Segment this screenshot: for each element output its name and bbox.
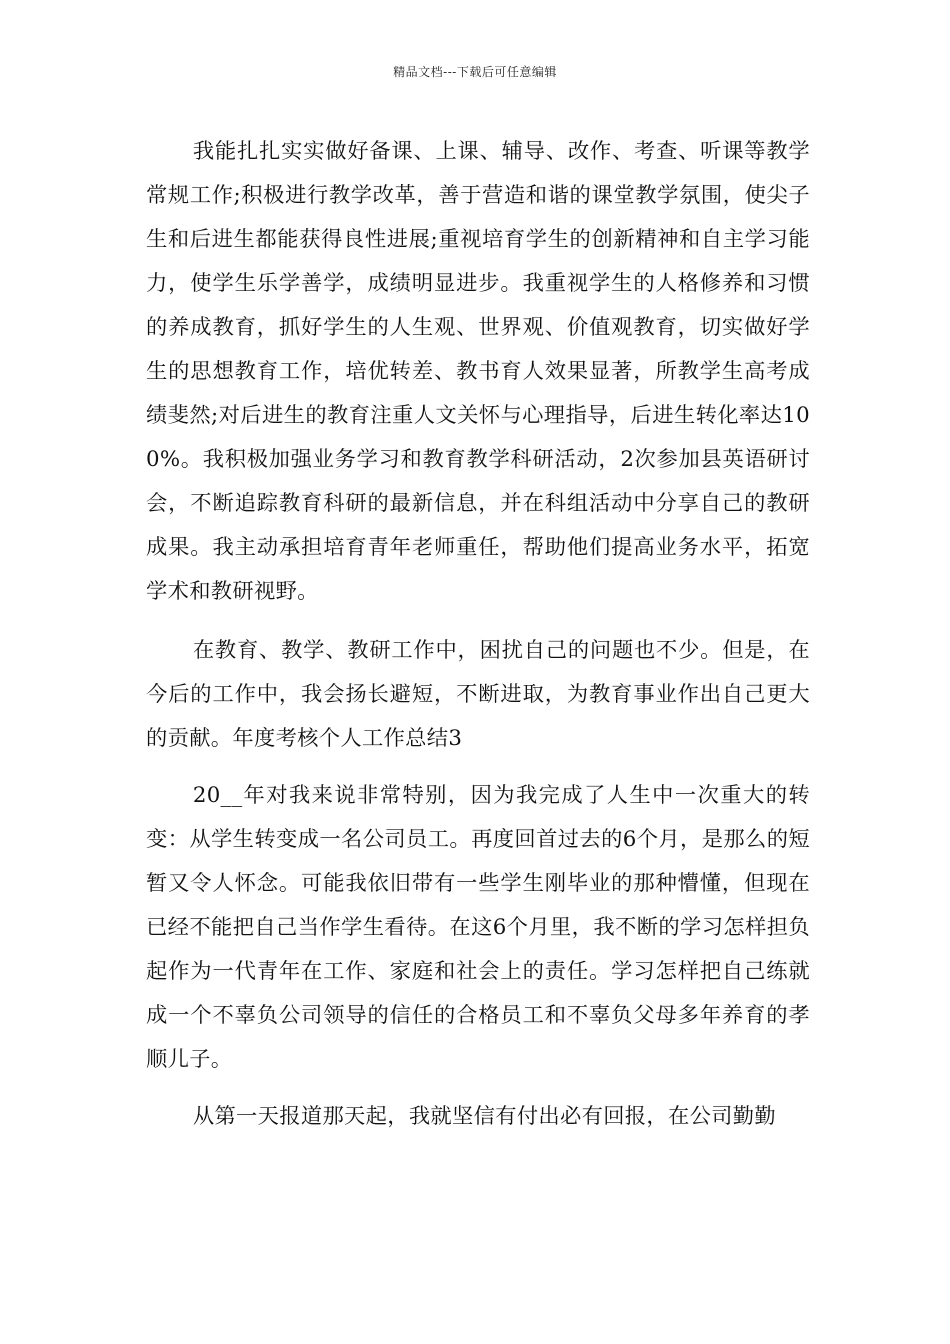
document-body (146, 130, 810, 1139)
paragraph-problems-and-outlook: 在教育、教学、教研工作中，困扰自己的问题也不少。但是，在今后的工作中，我会扬长避短，不断进取，为教育事业作出自己更大的贡献。年度考核个人工作总结3 (146, 638, 810, 751)
paragraph-first-day: 从第一天报道那天起，我就坚信有付出必有回报，在公司勤勤 (192, 1104, 776, 1129)
paragraph-teaching-work: 我能扎扎实实做好备课、上课、辅导、改作、考查、听课等教学常规工作;积极进行教学改革，善于营造和谐的课堂教学氛围，使尖子生和后进生都能获得良性进展;重视培育学生的创新精神和自主学习能力，使学生乐学善学，成绩明显进步。我重视学生的人格修养和习惯的养成教育，抓好学生的人生观、世界观、价值观教育，切实做好学生的思想教育工作，培优转差、教书育人效果显著，所教学生高考成绩斐然;对后进生的教育注重人文关怀与心理指导，后进生转化率达100%。我积极加强业务学习和教育教学科研活动，2次参加县英语研讨会，不断追踪教育科研的最新信息，并在科组活动中分享自己的教研成果。我主动承担培育青年老师重任，帮助他们提高业务水平，拓宽学术和教研视野。 (146, 139, 810, 604)
paragraph-year-transition: 20__年对我来说非常特别，因为我完成了人生中一次重大的转变：从学生转变成一名公司员工。再度回首过去的6个月，是那么的短暂又令人怀念。可能我依旧带有一些学生刚毕业的那种懵懂，但现在已经不能把自己当作学生看待。在这6个月里，我不断的学习怎样担负起作为一代青年在工作、家庭和社会上的责任。学习怎样把自己练就成一个不辜负公司领导的信任的合格员工和不辜负父母多年养育的孝顺儿子。 (146, 783, 810, 1072)
page-header: 精品文档---下载后可任意编辑 (393, 65, 557, 79)
